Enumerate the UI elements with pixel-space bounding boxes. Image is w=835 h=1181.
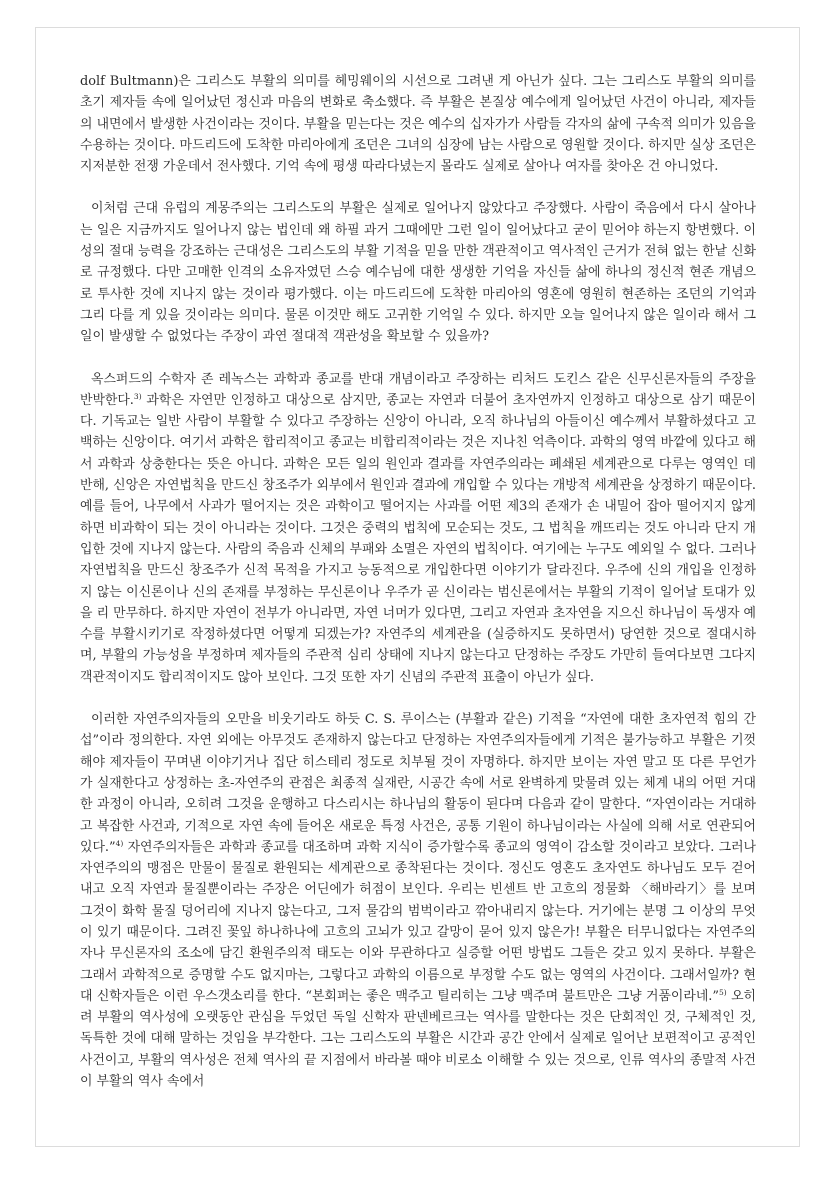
paragraph-3 (80, 369, 756, 688)
paragraph-3-text-a: 옥스퍼드의 수학자 존 레녹스는 과학과 종교를 반대 개념이라고 주장하는 리처드 도킨스 같은 신무신론자들의 주장을 반박한다. (80, 371, 756, 408)
paragraph-4 (80, 709, 756, 1092)
paragraph-4-text-a: 이러한 자연주의자들의 오만을 비웃기라도 하듯 C. S. 루이스는 (부활과 같은) 기적을 “자연에 대한 초자연적 힘의 간섭”이라 정의한다. 자연 외에는 아무것도 존재하지 않는다고 단정하는 자연주의자들에게 기적은 불가능하고 부활은 기껏해야 제자들이 꾸며낸 이야기거나 집단 히스테리 정도로 치부될 것이 자명하다. 하지만 보이는 자연 말고 또 다른 무언가가 실재한다고 상정하는 초-자연주의 관점은 최종적 실재란, 시공간 속에 서로 완벽하게 맞물려 있는 체계 내의 어떤 거대한 과정이 아니라, 오히려 그것을 운행하고 다스리시는 하나님의 활동이 된다며 다음과 같이 말한다. “자연이라는 거대하고 복잡한 사건과, 기적으로 자연 속에 들어온 새로운 특정 사건은, 공통 기원이 하나님이라는 사실에 의해 서로 연관되어 있다.” (80, 712, 756, 855)
document-body (80, 71, 756, 1113)
paragraph-2 (80, 198, 756, 347)
paragraph-3-text-b: 과학은 자연만 인정하고 대상으로 삼지만, 종교는 자연과 더불어 초자연까지 인정하고 대상으로 삼기 때문이다. 기독교는 일반 사람이 부활할 수 있다고 주장하는 신앙이 아니라, 오직 하나님의 아들이신 예수께서 부활하셨다고 고백하는 신앙이다. 여기서 과학은 합리적이고 종교는 비합리적이라는 것은 지나친 억측이다. 과학의 영역 바깥에 있다고 해서 과학과 상충한다는 뜻은 아니다. 과학은 모든 일의 원인과 결과를 자연주의라는 폐쇄된 세계관으로 다루는 영역인 데 반해, 신앙은 자연법칙을 만드신 창조주가 외부에서 원인과 결과에 개입할 수 있다는 개방적 세계관을 상정하기 때문이다. 예를 들어, 나무에서 사과가 떨어지는 것은 과학이고 떨어지는 사과를 어떤 제3의 존재가 손 내밀어 잡아 떨어지지 않게 하면 비과학이 되는 것이 아니라는 것이다. 그것은 중력의 법칙에 모순되는 것도, 그 법칙을 깨뜨리는 것도 아니라 단지 개입한 것에 지나지 않는다. 사람의 죽음과 신체의 부패와 소멸은 자연의 법칙이다. 여기에는 누구도 예외일 수 없다. 그러나 자연법칙을 만드신 창조주가 신적 목적을 가지고 능동적으로 개입한다면 이야기가 달라진다. 우주에 신의 개입을 인정하지 않는 이신론이나 신의 존재를 부정하는 무신론이나 우주가 곧 신이라는 범신론에서는 부활의 기적이 일어날 토대가 있을 리 만무하다. 하지만 자연이 전부가 아니라면, 자연 너머가 있다면, 그리고 자연과 초자연을 지으신 하나님이 독생자 예수를 부활시키기로 작정하셨다면 어떻게 되겠는가? 자연주의 세계관을 (실증하지도 못하면서) 당연한 것으로 절대시하며, 부활의 가능성을 부정하며 제자들의 주관적 심리 상태에 지나지 않는다고 단정하는 주장도 가만히 들여다보면 그다지 객관적이지도 합리적이지도 않아 보인다. 그것 또한 자기 신념의 주관적 표출이 아닌가 싶다. (80, 392, 756, 685)
paragraph-4-text-b: 자연주의자들은 과학과 종교를 대조하며 과학 지식이 증가할수록 종교의 영역이 감소할 것이라고 보았다. 그러나 자연주의의 맹점은 만물이 물질로 환원되는 세계관으로 종착된다는 것이다. 정신도 영혼도 초자연도 하나님도 모두 걷어내고 오직 자연과 물질뿐이라는 주장은 어딘에가 허점이 보인다. 우리는 빈센트 반 고흐의 정물화 〈해바라기〉를 보며 그것이 화학 물질 덩어리에 지나지 않는다고, 그저 물감의 범벅이라고 깎아내리지 않는다. 거기에는 분명 그 이상의 무엇이 있기 때문이다. 그려진 꽃잎 하나하나에 고흐의 고뇌가 있고 갈망이 묻어 있지 않은가! 부활은 터무니없다는 자연주의자나 무신론자의 조소에 담긴 환원주의적 태도는 이와 무관하다고 실증할 어떤 방법도 그들은 갖고 있지 못하다. 부활은 그래서 과학적으로 증명할 수도 없지마는, 그렇다고 과학의 이름으로 부정할 수도 없는 영역의 사건이다. 그래서일까? 현대 신학자들은 이런 우스갯소리를 한다. “본회퍼는 좋은 맥주고 틸리히는 그냥 맥주며 불트만은 그냥 거품이라네.” (80, 839, 756, 1004)
paragraph-2-text: 이처럼 근대 유럽의 계몽주의는 그리스도의 부활은 실제로 일어나지 않았다고 주장했다. 사람이 죽음에서 다시 살아나는 일은 지금까지도 일어나지 않는 법인데 왜 하필 과거 그때에만 그런 일이 일어났다고 굳이 믿어야 하는지 항변했다. 이성의 절대 능력을 강조하는 근대성은 그리스도의 부활 기적을 믿을 만한 객관적이고 역사적인 근거가 전혀 없는 한낱 신화로 규정했다. 다만 고매한 인격의 소유자였던 스승 예수님에 대한 생생한 기억을 자신들 삶에 하나의 정신적 현존 개념으로 투사한 것에 지나지 않는 것이라 평가했다. 이는 마드리드에 도착한 마리아의 영혼에 영원히 현존하는 조던의 기억과 그리 다를 게 있을 것이라는 의미다. 물론 이것만 해도 고귀한 기억일 수 있다. 하지만 오늘 일어나지 않은 일이라 해서 그 일이 발생할 수 없었다는 주장이 과연 절대적 객관성을 확보할 수 있을까? (80, 201, 756, 345)
footnote-ref-5[interactable]: 5) (718, 987, 727, 997)
paragraph-1 (80, 71, 756, 177)
paragraph-1-text: dolf Bultmann)은 그리스도 부활의 의미를 헤밍웨이의 시선으로 그려낸 게 아닌가 싶다. 그는 그리스도 부활의 의미를 초기 제자들 속에 일어났던 정신과 마음의 변화로 축소했다. 즉 부활은 본질상 예수에게 일어났던 사건이 아니라, 제자들의 내면에서 발생한 사건이라는 것이다. 부활을 믿는다는 것은 예수의 십자가가 사람들 각자의 삶에 구속적 의미가 있음을 수용하는 것이다. 마드리드에 도착한 마리아에게 조던은 그녀의 심장에 남는 사람으로 영원할 것이다. 하지만 실상 조던은 지저분한 전쟁 가운데서 전사했다. 기억 속에 평생 따라다녔는지 몰라도 실제로 살아나 여자를 찾아온 건 아니었다. (80, 74, 756, 175)
footnote-ref-3[interactable]: 3) (133, 391, 142, 401)
footnote-ref-4[interactable]: 4) (115, 838, 124, 848)
paragraph-4-text-c: 오히려 부활의 역사성에 오랫동안 관심을 두었던 독일 신학자 판넨베르크는 역사를 말한다는 것은 단회적인 것, 구체적인 것, 독특한 것에 대해 말하는 것임을 부각한다. 그는 그리스도의 부활은 시간과 공간 안에서 실제로 일어난 보편적이고 공적인 사건이고, 부활의 역사성은 전체 역사의 끝 지점에서 바라볼 때야 비로소 이해할 수 있는 것으로, 인류 역사의 종말적 사건이 부활의 역사 속에서 (80, 988, 756, 1090)
